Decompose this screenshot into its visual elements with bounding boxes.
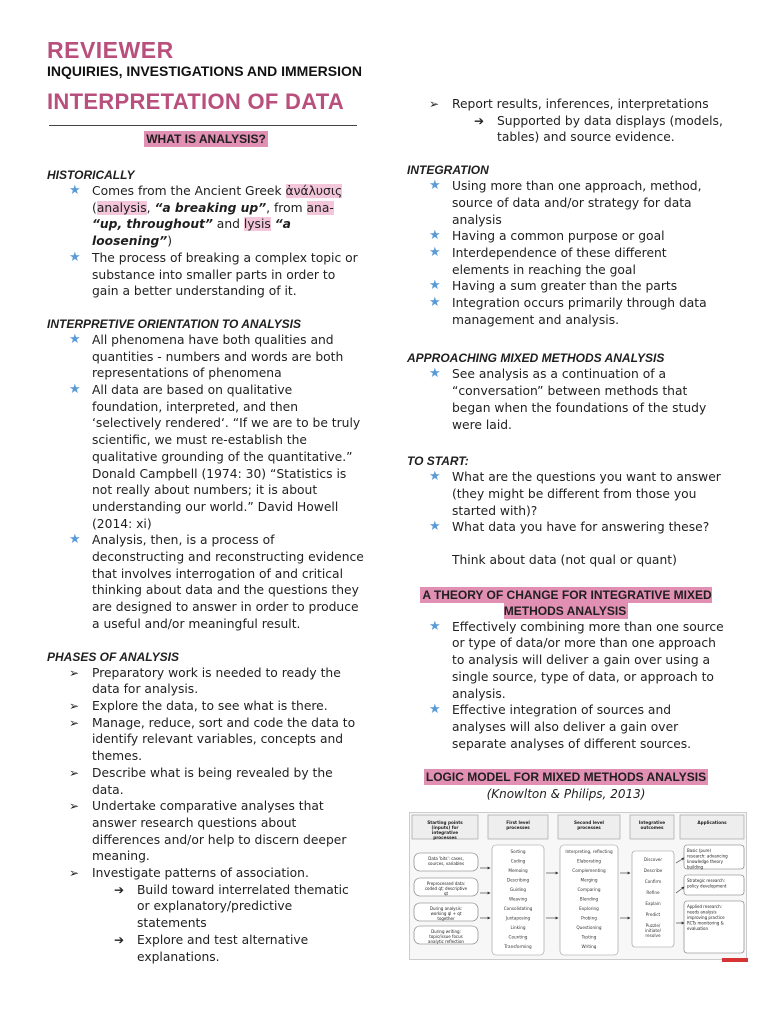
list-item: ➔ Explore and test alternative explanations. — [114, 932, 309, 964]
diagram-second-level-item: Questioning — [576, 925, 602, 930]
diagram-second-level-item: Comparing — [577, 887, 601, 892]
diagram-first-level-item: Sorting — [510, 849, 526, 854]
diagram-first-level-item: Consolidating — [503, 906, 533, 911]
diagram-first-level-item: Coding — [510, 858, 526, 864]
list-item: ★ Having a sum greater than the parts — [429, 278, 678, 294]
star-bullet-icon: ★ — [69, 532, 81, 548]
diagram-input-label: During analysis: — [429, 906, 463, 911]
phases-heading: PHASES OF ANALYSIS — [47, 649, 180, 664]
diagram-application-label: improving practice — [687, 915, 725, 920]
diagram-application-label: Basic (pure) — [687, 848, 712, 853]
historically-list — [47, 183, 365, 300]
star-bullet-icon: ★ — [429, 295, 441, 311]
arrow-bullet-icon: ➢ — [69, 665, 80, 680]
what-is-analysis-heading: WHAT IS ANALYSIS? — [146, 132, 266, 146]
star-bullet-icon: ★ — [69, 331, 81, 347]
to-start-list — [407, 469, 725, 536]
diagram-input-label: analytic reflection — [428, 939, 464, 944]
diagram-first-level-item: Weaving — [509, 896, 527, 902]
report-sub-list — [452, 113, 725, 146]
list-item: ★ Interdependence of these different elements in reaching the goal — [429, 244, 667, 277]
star-bullet-icon: ★ — [429, 278, 441, 294]
diagram-second-level-item: Interpreting, reflecting — [565, 849, 613, 854]
list-item: ➢ Investigate patterns of association. ➔ Build toward interrelated thematic or explanatory/predictive statements ➔ Explore and test alternative explanations. — [47, 865, 365, 965]
star-bullet-icon: ★ — [429, 228, 441, 244]
diagram-application-label: knowledge theory — [687, 859, 723, 864]
list-item: ★ Effectively combining more than one source or type of data/or more than one approach to analysis will deliver a gain over using a single source, type of data, or approach to analysis. — [429, 618, 724, 701]
diagram-outcome-item: resolve — [645, 933, 661, 938]
phases-sub-list — [92, 882, 365, 966]
diagram-outcome-item: initiate/ — [645, 928, 661, 933]
interpretive-heading: INTERPRETIVE ORIENTATION TO ANALYSIS — [47, 316, 302, 331]
list-item: ➢ Describe what is being revealed by the data. — [69, 765, 333, 797]
list-item: ➢ Report results, inferences, interpretations ➔ Supported by data displays (models, tables) and source evidence. — [407, 96, 725, 146]
diagram-column-header: Applications — [697, 820, 727, 825]
list-item: ★ The process of breaking a complex topic or substance into smaller parts in order to gain a better understanding of it. — [69, 249, 358, 299]
star-bullet-icon: ★ — [429, 366, 441, 382]
theory-list — [407, 619, 725, 753]
diagram-first-level-item: Memoing — [508, 868, 528, 873]
list-item: ➢ Manage, reduce, sort and code the data to identify relevant variables, concepts and themes. — [69, 715, 356, 764]
diagram-second-level-item: Merging — [580, 877, 598, 883]
diagram-column-header: integrative — [431, 830, 459, 835]
arrow-bullet-icon: ➢ — [69, 799, 80, 814]
diagram-input-label: During writing: — [431, 929, 461, 934]
star-bullet-icon: ★ — [69, 382, 81, 398]
diagram-application-label: Strategic research: — [687, 878, 726, 883]
diagram-input-label: coded qt; descriptive — [424, 886, 468, 891]
greek-word: ἀνάλυσις — [285, 184, 343, 198]
diagram-column-header: Integrative — [638, 820, 666, 825]
diagram-second-level-item: Testing — [581, 934, 597, 940]
list-item: ➔ Build toward interrelated thematic or explanatory/predictive statements — [114, 882, 349, 931]
arrow-bullet-icon: ➢ — [69, 715, 80, 730]
arrow-bullet-icon: ➢ — [69, 866, 80, 881]
list-item: ★ All data are based on qualitative foundation, interpreted, and then ‘selectively rendered‘. “If we are to be truly scientific, we must re-establish the qualitative grounding of the quantitative.” Donald Campbell (1974: 30) “Statistics is not really about numbers; it is about understanding our world.” David Howell (2014: xi) — [69, 382, 361, 531]
to-start-heading: TO START: — [407, 454, 469, 469]
red-corner-mark — [722, 958, 748, 962]
diagram-column-header: First level — [506, 820, 530, 825]
diagram-column-header: Second level — [574, 820, 604, 825]
diagram-first-level-item: Transforming — [504, 944, 532, 949]
course-subtitle: INQUIRIES, INVESTIGATIONS AND IMMERSION — [47, 63, 363, 79]
right-column — [407, 96, 725, 803]
diagram-application-label: evaluation — [687, 926, 709, 931]
arrow-bullet-icon: ➢ — [69, 698, 80, 713]
list-item: ★ All phenomena have both qualities and quantities - numbers and words are both representations of phenomena — [69, 331, 344, 381]
list-item: ➢ Preparatory work is needed to ready the data for analysis. — [69, 665, 341, 697]
diagram-column-header: (inputs) for — [431, 825, 459, 830]
star-bullet-icon: ★ — [429, 702, 441, 718]
integration-heading: INTEGRATION — [407, 163, 489, 178]
logic-model-caption: (Knowlton & Philips, 2013) — [486, 787, 646, 802]
diagram-input-label: working ql + qt — [430, 911, 462, 916]
diagram-outcome-item: Predict — [645, 912, 661, 917]
list-item: ★ Effective integration of sources and analyses will also deliver a gain over separate analyses of different sources. — [429, 702, 692, 751]
diagram-second-level-item: Exploring — [579, 906, 599, 911]
list-item: ➢ Undertake comparative analyses that answer research questions about differences and/or help to discern deeper meaning. — [69, 799, 347, 864]
diagram-column-header: processes — [506, 825, 530, 830]
diagram-first-level-item: Guiding — [509, 887, 527, 892]
star-bullet-icon: ★ — [429, 178, 441, 194]
report-list — [407, 96, 725, 146]
star-bullet-icon: ★ — [429, 618, 441, 634]
diagram-input-label: together — [437, 916, 455, 921]
list-item: ➔ Supported by data displays (models, tables) and source evidence. — [474, 113, 723, 145]
star-bullet-icon: ★ — [429, 519, 441, 535]
diagram-application-label: Applied research: — [687, 904, 722, 909]
diagram-first-level-item: Counting — [508, 934, 528, 940]
arrow-bullet-icon: ➢ — [69, 765, 80, 780]
diagram-input-label: qt — [443, 891, 449, 896]
diagram-outcome-item: Confirm — [644, 879, 662, 884]
diagram-input-label: topic/issue focus — [429, 934, 463, 939]
diagram-second-level-item: Writing — [581, 944, 597, 949]
diagram-application-label: building — [687, 864, 704, 870]
diagram-input-label: sources, variables — [427, 861, 465, 866]
diagram-outcome-item: Discover — [643, 857, 663, 862]
left-column — [47, 131, 365, 965]
page-title: INTERPRETATION OF DATA — [47, 89, 345, 114]
star-bullet-icon: ★ — [429, 469, 441, 485]
list-item: ★ See analysis as a continuation of a “conversation” between methods that began when the foundations of the study were laid. — [429, 366, 707, 432]
diagram-first-level-item: Linking — [510, 925, 526, 930]
list-item: ➢ Explore the data, to see what is there. — [69, 698, 328, 713]
diagram-column-header: Starting points — [427, 820, 463, 825]
title-underline — [49, 125, 357, 126]
theory-of-change-heading: A THEORY OF CHANGE FOR INTEGRATIVE MIXED METHODS ANALYSIS — [422, 587, 712, 618]
diagram-outcome-item: Refine — [646, 890, 660, 895]
diagram-column-header: outcomes — [640, 825, 664, 830]
star-bullet-icon: ★ — [69, 183, 81, 198]
list-item: ★ Using more than one approach, method, source of data and/or strategy for data analysis — [429, 178, 702, 227]
reviewer-label: REVIEWER — [47, 37, 174, 63]
logic-model-svg — [410, 813, 746, 959]
diagram-application-label: needs analysis — [687, 909, 717, 915]
diagram-application-label: policy development — [687, 883, 727, 889]
list-item: ★ Analysis, then, is a process of deconstructing and reconstructing evidence that involves interrogation of and critical thinking about data and the questions they are designed to answer in order to produce a useful and/or meaningful result. — [69, 532, 364, 631]
sub-arrow-icon: ➔ — [114, 882, 125, 897]
diagram-input-label: Preprocessed data: — [426, 881, 466, 886]
logic-model-heading: LOGIC MODEL FOR MIXED METHODS ANALYSIS — [425, 770, 707, 785]
diagram-second-level-item: Blending — [579, 896, 599, 902]
phases-list — [47, 665, 365, 966]
integration-list — [407, 178, 725, 328]
star-bullet-icon: ★ — [429, 244, 441, 260]
historically-heading: HISTORICALLY — [47, 168, 135, 182]
arrow-bullet-icon: ➢ — [429, 97, 440, 111]
diagram-second-level-item: Elaborating — [576, 858, 602, 864]
star-bullet-icon: ★ — [69, 249, 81, 265]
diagram-outcome-item: Puzzle/ — [645, 923, 661, 928]
approaching-heading: APPROACHING MIXED METHODS ANALYSIS — [407, 351, 665, 366]
diagram-application-label: research: advancing — [687, 853, 728, 859]
diagram-input-label: Data 'bits': cases, — [428, 856, 464, 861]
list-item: ★ Having a common purpose or goal — [429, 228, 665, 244]
list-item: ★ Comes from the Ancient Greek ἀνάλυσις (analysis, “a breaking up”, from ana- “up, throughout” and lysis “a loosening”) — [69, 183, 343, 249]
diagram-column-header: processes — [577, 825, 601, 830]
diagram-outcome-item: Explain — [645, 901, 661, 906]
approaching-list — [407, 366, 725, 433]
list-item: ★ What data you have for answering these? — [429, 519, 710, 535]
diagram-second-level-item: Probing — [581, 915, 597, 921]
diagram-first-level-item: Juxtaposing — [505, 915, 531, 921]
think-about-data: Think about data (not qual or quant) — [452, 553, 677, 568]
diagram-application-label: RCTs monitoring & — [687, 920, 724, 926]
diagram-outcome-item: Describe — [643, 868, 663, 873]
diagram-second-level-item: Complementing — [572, 868, 606, 873]
list-item: ★ Integration occurs primarily through data management and analysis. — [429, 295, 707, 327]
diagram-column-header: processes — [433, 835, 457, 840]
sub-arrow-icon: ➔ — [474, 113, 485, 128]
list-item: ★ What are the questions you want to answer (they might be different from those you started with)? — [429, 469, 721, 518]
diagram-first-level-item: Describing — [506, 877, 530, 883]
sub-arrow-icon: ➔ — [114, 932, 125, 947]
interpretive-list — [47, 332, 365, 633]
logic-model-diagram — [409, 812, 747, 960]
